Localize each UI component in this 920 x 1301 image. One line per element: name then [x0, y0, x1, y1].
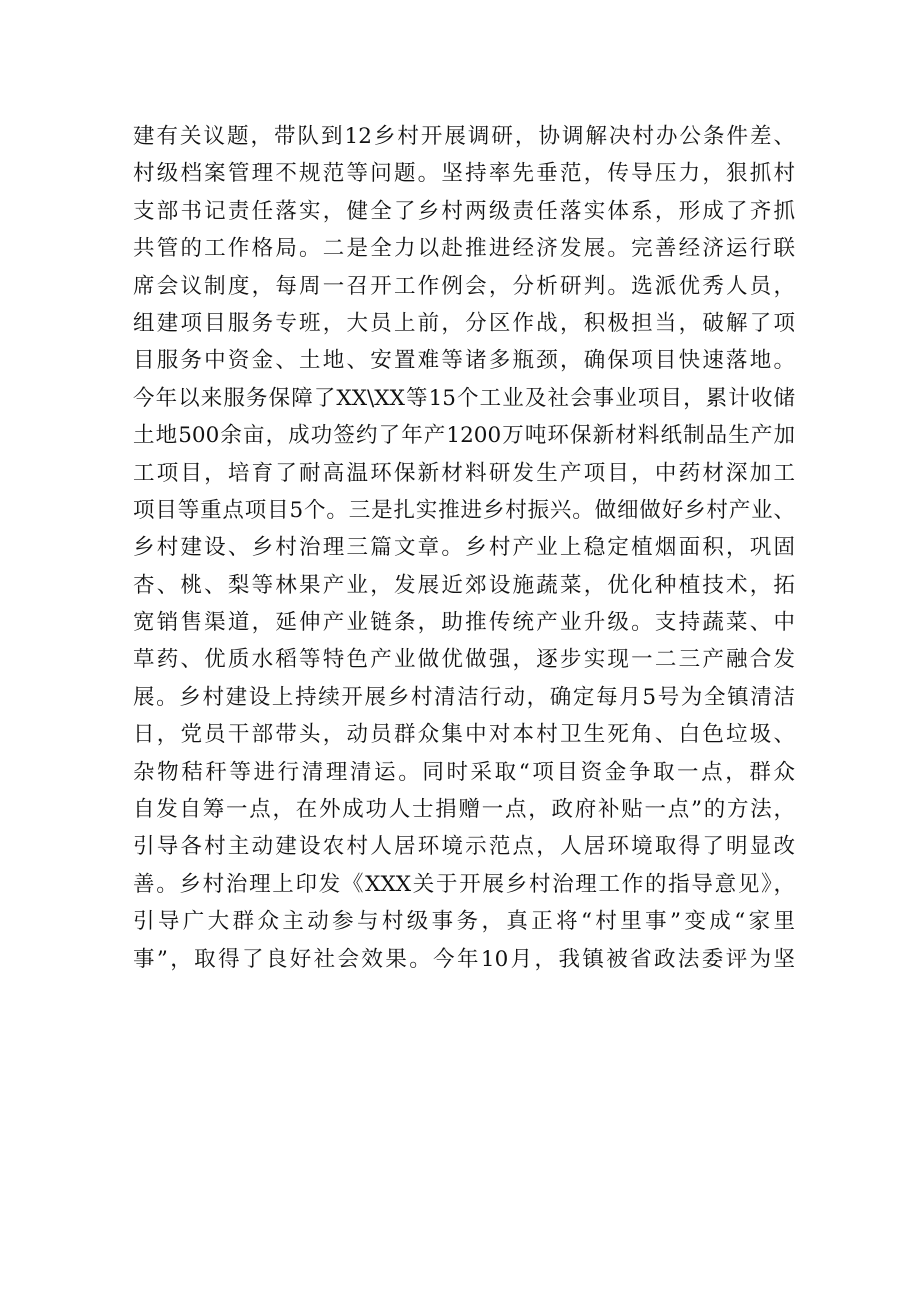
text-line: 今年以来服务保障了XX\XX等15个工业及社会事业项目，累计收储	[133, 385, 795, 411]
text-line: 杏、桃、梨等林果产业，发展近郊设施蔬菜，优化种植技术，拓	[133, 572, 795, 598]
text-line: 引导广大群众主动参与村级事务，真正将“村里事”变成“家里	[133, 909, 795, 935]
text-line: 支部书记责任落实，健全了乡村两级责任落实体系，形成了齐抓	[133, 198, 795, 224]
text-line: 宽销售渠道，延伸产业链条，助推传统产业升级。支持蔬菜、中	[133, 610, 795, 636]
text-line: 自发自筹一点，在外成功人士捐赠一点，政府补贴一点”的方法，	[133, 797, 795, 823]
body-paragraph	[133, 118, 795, 978]
text-line: 组建项目服务专班，大员上前，分区作战，积极担当，破解了项	[133, 310, 795, 336]
text-line: 杂物秸秆等进行清理清运。同时采取“项目资金争取一点，群众	[133, 759, 795, 785]
text-line: 草药、优质水稻等特色产业做优做强，逐步实现一二三产融合发	[133, 647, 795, 673]
text-line: 建有关议题，带队到12乡村开展调研，协调解决村办公条件差、	[133, 124, 795, 149]
text-line: 目服务中资金、土地、安置难等诸多瓶颈，确保项目快速落地。	[133, 348, 795, 374]
text-line: 工项目，培育了耐高温环保新材料研发生产项目，中药材深加工	[133, 460, 795, 486]
text-line: 席会议制度，每周一召开工作例会，分析研判。选派优秀人员，	[133, 273, 795, 299]
text-line: 引导各村主动建设农村人居环境示范点，人居环境取得了明显改	[133, 834, 795, 860]
text-line: 共管的工作格局。二是全力以赴推进经济发展。完善经济运行联	[133, 236, 795, 262]
text-line: 善。乡村治理上印发《XXX关于开展乡村治理工作的指导意见》，	[133, 871, 795, 897]
text-line: 村级档案管理不规范等问题。坚持率先垂范，传导压力，狠抓村	[133, 161, 795, 187]
text-line: 乡村建设、乡村治理三篇文章。乡村产业上稳定植烟面积，巩固	[133, 535, 795, 561]
text-line: 项目等重点项目5个。三是扎实推进乡村振兴。做细做好乡村产业、	[133, 497, 795, 523]
text-line: 展。乡村建设上持续开展乡村清洁行动，确定每月5号为全镇清洁	[133, 684, 795, 710]
text-line: 土地500余亩，成功签约了年产1200万吨环保新材料纸制品生产加	[133, 423, 795, 449]
text-line: 日，党员干部带头，动员群众集中对本村卫生死角、白色垃圾、	[133, 722, 795, 748]
text-line: 事”，取得了良好社会效果。今年10月，我镇被省政法委评为坚	[133, 946, 795, 972]
